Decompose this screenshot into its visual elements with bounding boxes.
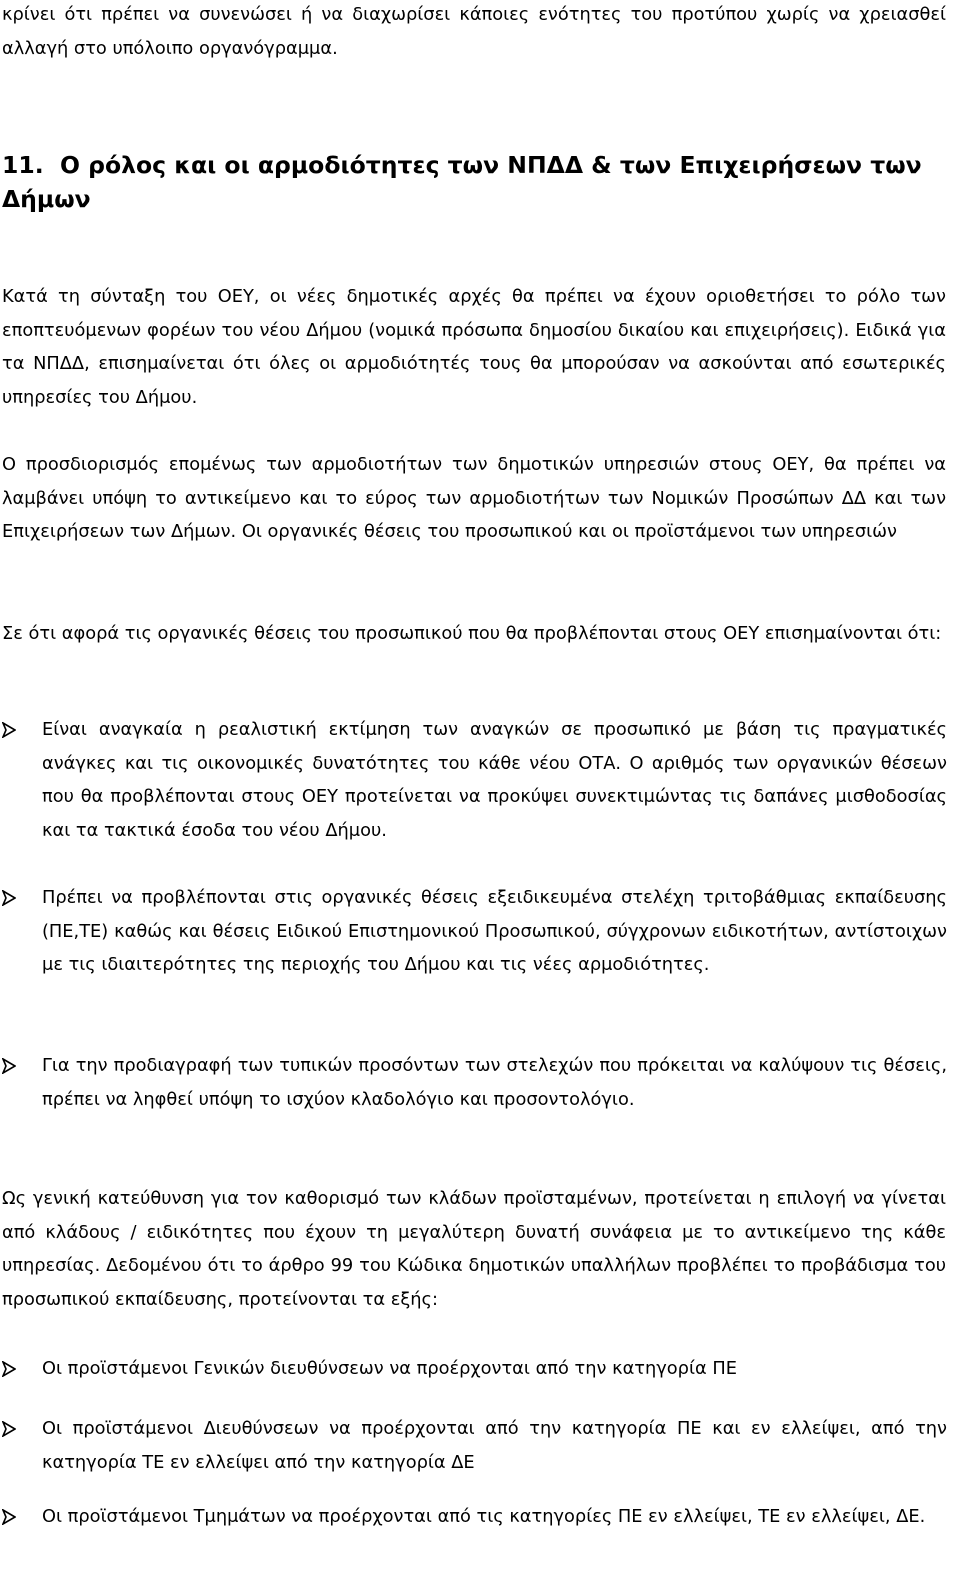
section-title: Ο ρόλος και οι αρμοδιότητες των ΝΠΔΔ & των Επιχειρήσεων των Δήμων	[2, 151, 922, 213]
section-number: 11.	[2, 151, 44, 179]
arrowhead-bullet-icon	[2, 1361, 16, 1377]
list-item-text: Οι προϊστάμενοι Διευθύνσεων να προέρχονται από την κατηγορία ΠΕ και εν ελλείψει, από την κατηγορία ΤΕ εν ελλείψει από την κατηγορία ΔΕ	[42, 1418, 947, 1473]
arrowhead-bullet-icon	[2, 1421, 16, 1437]
list-item-text: Για την προδιαγραφή των τυπικών προσόντων των στελεχών που πρόκειται να καλύψουν τις θέσεις, πρέπει να ληφθεί υπόψη το ισχύον κλαδολόγιο και προσοντολόγιο.	[42, 1055, 947, 1110]
list-item-text: Είναι αναγκαία η ρεαλιστική εκτίμηση των αναγκών σε προσωπικό με βάση τις πραγματικές ανάγκες και τις οικονομικές δυνατότητες του κάθε νέου ΟΤΑ. Ο αριθμός των οργανικών θέσεων που θα προβλέπονται στους ΟΕΥ προτείνεται να προκύψει συνεκτιμώντας τις δαπάνες μισθοδοσίας και τα τακτικά έσοδα του νέου Δήμου.	[42, 719, 947, 841]
paragraph-competences: Ο προσδιορισμός επομένως των αρμοδιοτήτων των δημοτικών υπηρεσιών στους ΟΕΥ, θα πρέπει να λαμβάνει υπόψη το αντικείμενο και το εύρος των αρμοδιοτήτων των Νομικών Προσώπων ΔΔ και των Επιχειρήσεων των Δήμων. Οι οργανικές θέσεις του προσωπικού και οι προϊστάμενοι των υπηρεσιών	[2, 454, 946, 543]
arrowhead-bullet-icon	[2, 1509, 16, 1525]
arrowhead-bullet-icon	[2, 722, 16, 738]
paragraph-positions-intro: Σε ότι αφορά τις οργανικές θέσεις του προσωπικού που θα προβλέπονται στους ΟΕΥ επισημαίνονται ότι:	[2, 623, 942, 644]
section-heading	[2, 148, 946, 216]
intro-paragraph: κρίνει ότι πρέπει να συνενώσει ή να διαχωρίσει κάποιες ενότητες του προτύπου χωρίς να χρειασθεί αλλαγή στο υπόλοιπο οργανόγραμμα.	[2, 4, 946, 59]
paragraph-role-of-entities: Κατά τη σύνταξη του ΟΕΥ, οι νέες δημοτικές αρχές θα πρέπει να έχουν οριοθετήσει το ρόλο των εποπτευόμενων φορέων του νέου Δήμου (νομικά πρόσωπα δημοσίου δικαίου και επιχειρήσεις). Ειδικά για τα ΝΠΔΔ, επισημαίνεται ότι όλες οι αρμοδιότητές τους θα μπορούσαν να ασκούνται από εσωτερικές υπηρεσίες του Δήμου.	[2, 286, 946, 408]
arrowhead-bullet-icon	[2, 890, 16, 906]
list-item-text: Οι προϊστάμενοι Τμημάτων να προέρχονται από τις κατηγορίες ΠΕ εν ελλείψει, ΤΕ εν ελλείψει, ΔΕ.	[42, 1506, 926, 1527]
paragraph-supervisor-categories: Ως γενική κατεύθυνση για τον καθορισμό των κλάδων προϊσταμένων, προτείνεται η επιλογή να γίνεται από κλάδους / ειδικότητες που έχουν τη μεγαλύτερη δυνατή συνάφεια με το αντικείμενο της κάθε υπηρεσίας. Δεδομένου ότι το άρθρο 99 του Κώδικα δημοτικών υπαλλήλων προβλέπει το προβάδισμα του προσωπικού εκπαίδευσης, προτείνονται τα εξής:	[2, 1188, 946, 1310]
arrowhead-bullet-icon	[2, 1058, 16, 1074]
list-item-text: Οι προϊστάμενοι Γενικών διευθύνσεων να προέρχονται από την κατηγορία ΠΕ	[42, 1358, 737, 1379]
list-item-text: Πρέπει να προβλέπονται στις οργανικές θέσεις εξειδικευμένα στελέχη τριτοβάθμιας εκπαίδευσης (ΠΕ,ΤΕ) καθώς και θέσεις Ειδικού Επιστημονικού Προσωπικού, σύγχρονων ειδικοτήτων, αντίστοιχων με τις ιδιαιτερότητες της περιοχής του Δήμου και τις νέες αρμοδιότητες.	[42, 887, 947, 976]
